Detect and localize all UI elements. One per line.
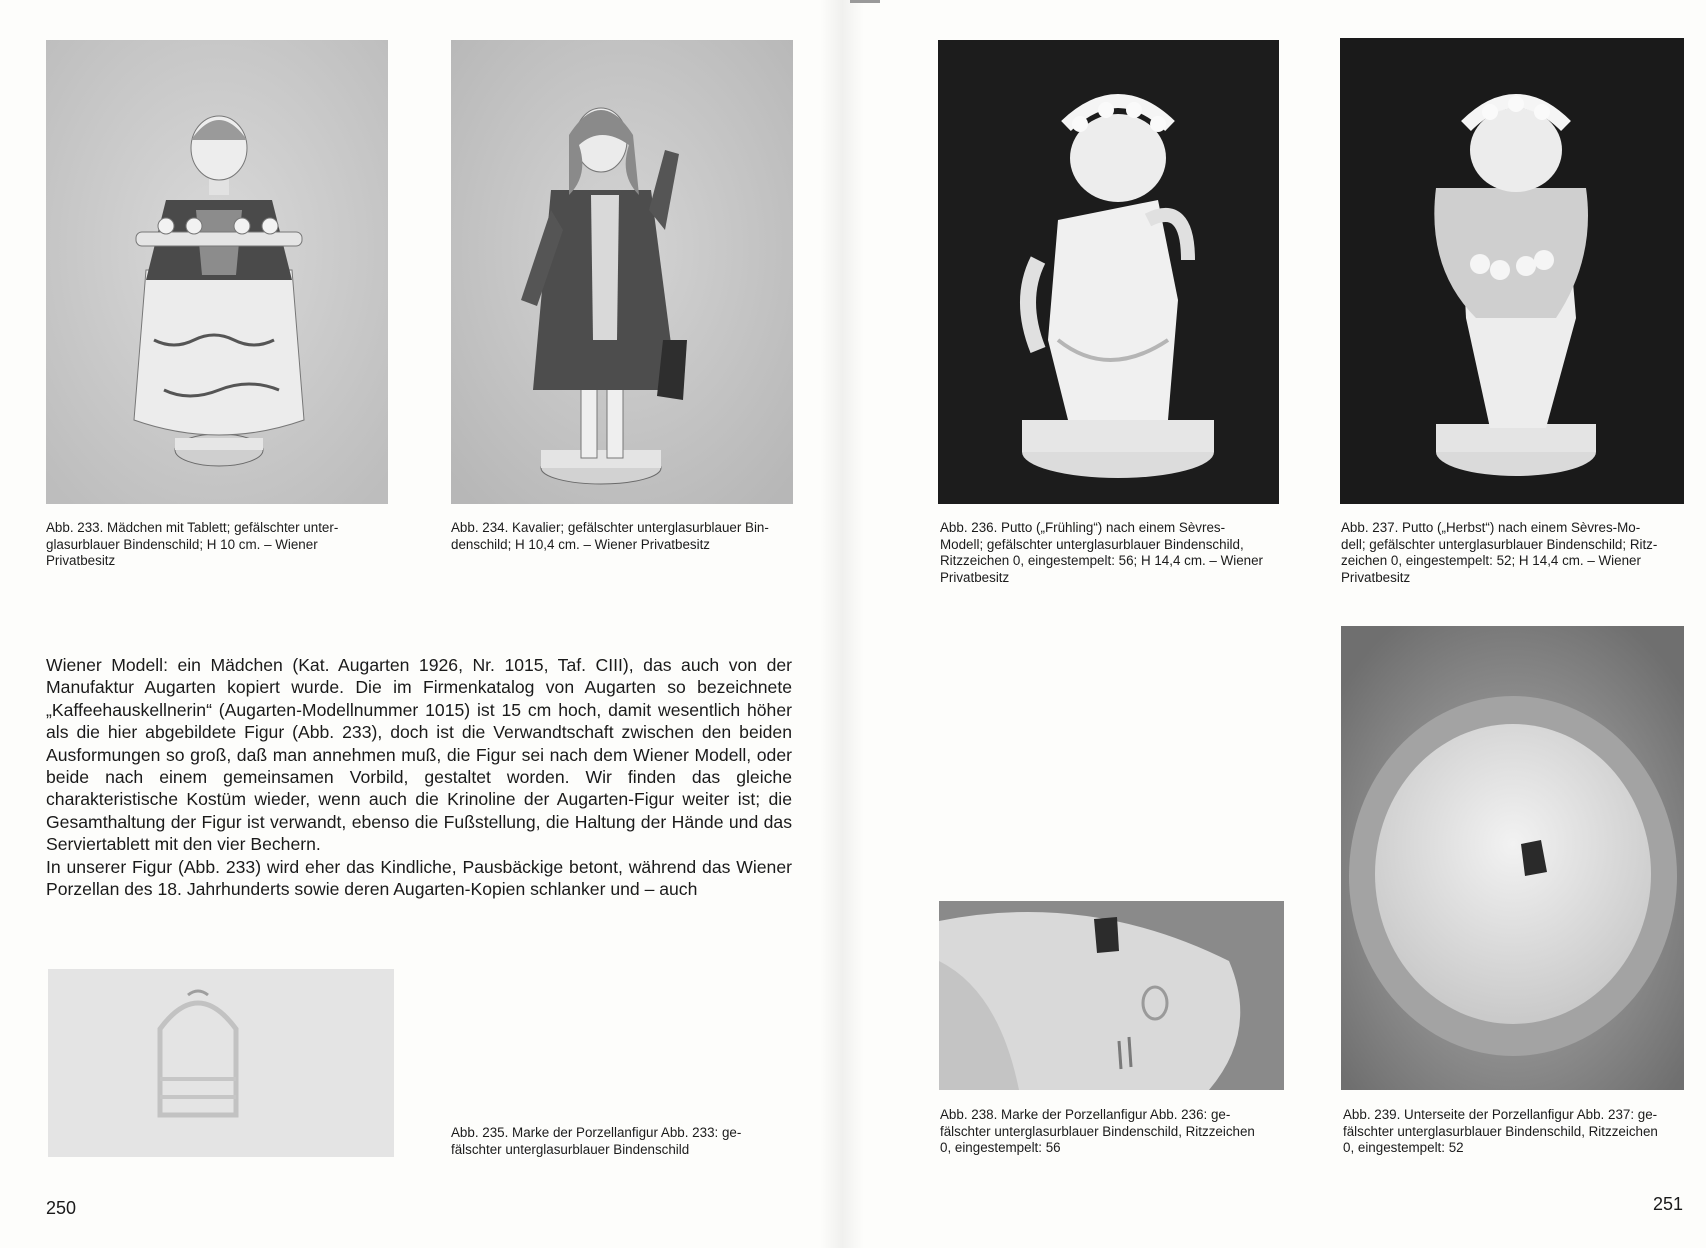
caption-abb-236: [940, 520, 1278, 586]
caption-line: zeichen 0, eingestempelt: 52; H 14,4 cm. – Wiener: [1341, 553, 1641, 568]
body-paragraph-1: Wiener Modell: ein Mädchen (Kat. Augarten 1926, Nr. 1015, Taf. CIII), das auch von der Manufaktur Augarten kopiert wurde. Die im Firmenkatalog von Augarten so bezeichnete „Kaffeehauskellnerin“ (Augarten-Modellnummer 1015) ist 15 cm hoch, damit wesentlich höher als die hier abgebildete Figur (Abb. 233), doch ist die Verwandtschaft zwischen den beiden Ausformungen so groß, daß man annehmen muß, die Figur sei nach dem Wiener Modell, oder beide nach einem gemeinsamen Vorbild, gestaltet worden. Wir finden das gleiche charakteristische Kostüm wieder, wenn auch die Krinoline der Augarten-Figur weiter ist; die Gesamthaltung der Figur ist verwandt, ebenso die Fußstellung, die Haltung der Hände und das Serviertablett mit den vier Bechern.: [46, 655, 792, 855]
page-number-right: 251: [1653, 1194, 1684, 1214]
caption-abb-235: [451, 1125, 793, 1158]
caption-line: fälschter unterglasurblauer Bindenschild, Ritzzeichen: [1343, 1123, 1658, 1139]
caption-line: Ritzzeichen 0, eingestempelt: 56; H 14,4 cm. – Wiener: [940, 553, 1264, 568]
photo-abb-238-mark-base: [939, 901, 1284, 1090]
book-gutter: [820, 0, 864, 1248]
caption-line: denschild; H 10,4 cm. – Wiener Privatbesitz: [451, 536, 710, 552]
photo-abb-235-bindenschild-mark: [48, 969, 394, 1157]
caption-line: fälschter unterglasurblauer Bindenschild, Ritzzeichen: [940, 1123, 1255, 1139]
caption-line: Abb. 238. Marke der Porzellanfigur Abb. 236: ge-: [940, 1107, 1231, 1122]
caption-line: 0, eingestempelt: 56: [940, 1140, 1061, 1155]
body-text: [46, 654, 792, 900]
body-paragraph-2: In unserer Figur (Abb. 233) wird eher das Kindliche, Pausbäckige betont, während das Wiener Porzellan des 18. Jahrhunderts sowie deren Augarten-Kopien schlanker und – auch: [46, 856, 792, 900]
caption-abb-234: [451, 520, 793, 553]
photo-abb-237-putto-herbst: [1340, 38, 1684, 504]
caption-line: Abb. 233. Mädchen mit Tablett; gefälschter unter-: [46, 520, 339, 535]
caption-line: Abb. 237. Putto („Herbst“) nach einem Sèvres-Mo-: [1341, 520, 1641, 535]
caption-line: 0, eingestempelt: 52: [1343, 1140, 1464, 1155]
caption-line: Modell; gefälschter unterglasurblauer Bindenschild,: [940, 536, 1244, 552]
top-edge-mark: [850, 0, 880, 3]
caption-abb-233: [46, 520, 388, 570]
photo-abb-239-underside: [1341, 626, 1684, 1090]
caption-abb-237: [1341, 520, 1684, 586]
caption-line: Abb. 235. Marke der Porzellanfigur Abb. 233: ge-: [451, 1125, 742, 1140]
photo-abb-236-putto-fruehling: [938, 40, 1279, 504]
photo-abb-233-maedchen-figurine: [46, 40, 388, 504]
caption-abb-239: [1343, 1107, 1685, 1157]
caption-line: Abb. 234. Kavalier; gefälschter unterglasurblauer Bin-: [451, 520, 769, 535]
caption-line: Abb. 239. Unterseite der Porzellanfigur Abb. 237: ge-: [1343, 1107, 1658, 1122]
caption-line: Abb. 236. Putto („Frühling“) nach einem Sèvres-: [940, 520, 1226, 535]
caption-line: dell; gefälschter unterglasurblauer Bindenschild; Ritz-: [1341, 536, 1658, 552]
caption-abb-238: [940, 1107, 1281, 1157]
page-number-left: 250: [46, 1198, 77, 1218]
caption-line: Privatbesitz: [940, 569, 1010, 585]
caption-line: fälschter unterglasurblauer Bindenschild: [451, 1141, 690, 1157]
caption-line: Privatbesitz: [1341, 569, 1411, 585]
caption-line: Privatbesitz: [46, 553, 116, 568]
caption-line: glasurblauer Bindenschild; H 10 cm. – Wiener: [46, 536, 318, 552]
photo-abb-234-kavalier-figurine: [451, 40, 793, 504]
